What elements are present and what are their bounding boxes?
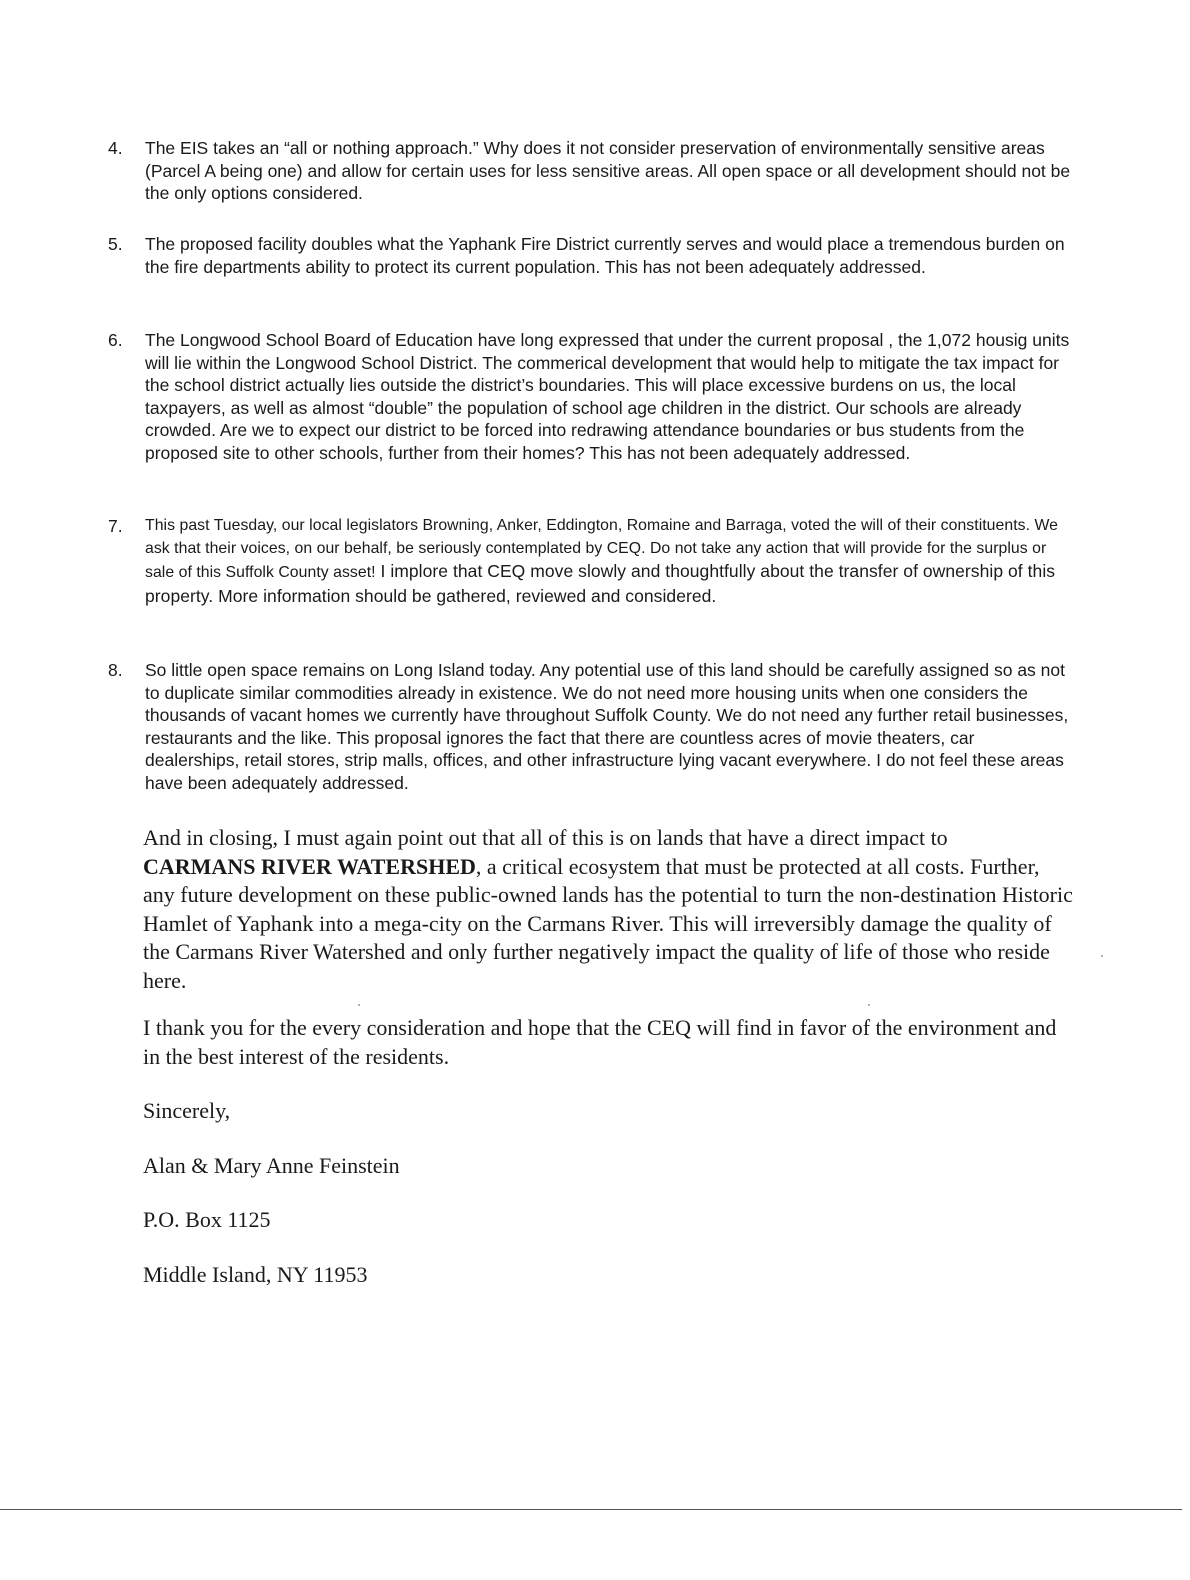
list-number: 4. [108, 138, 123, 158]
list-number: 8. [108, 660, 123, 680]
list-number: 5. [108, 234, 123, 254]
closing-rest: , a critical ecosystem that must be protected at all costs. Further, any future development on these public-owned lands has the potential to turn the non-destination Historic Hamlet of Yaphank into a mega-city on the Carmans River. This will irreversibly damage the quality of the Carmans River Watershed and only further negatively impact the quality of life of those who reside here. [143, 853, 1073, 993]
list-text [145, 515, 1071, 609]
list-text-part-a: This past Tuesday, our local legislators Browning, Anker, Eddington, Romaine and Barraga, voted the will of their constituents. We ask that their voices, on our behalf, be seriously contemplated by CEQ. Do not take any action that will provide for the surplus or sale of this Suffolk County asset! [145, 517, 1058, 581]
scan-speck [1101, 955, 1103, 957]
list-text: The proposed facility doubles what the Yaphank Fire District currently serves and would place a tremendous burden on the fire departments ability to protect its current population. This has not been adequately addressed. [145, 234, 1065, 277]
thanks-paragraph: I thank you for the every consideration and hope that the CEQ will find in favor of the environment and in the best interest of the residents. [143, 1015, 1057, 1069]
scan-speck [358, 1004, 360, 1006]
list-text: The EIS takes an “all or nothing approach.” Why does it not consider preservation of environmentally sensitive areas (Parcel A being one) and allow for certain uses for less sensitive areas. All open space or all development should not be the only options considered. [145, 138, 1071, 203]
list-number: 6. [108, 330, 123, 350]
closing-emphasis: CARMANS RIVER WATERSHED [143, 853, 476, 879]
closing-paragraph [143, 824, 1073, 995]
signoff: Sincerely, [143, 1098, 231, 1123]
list-number: 7. [108, 516, 123, 536]
list-text-part-b: I implore that CEQ move slowly and thoughtfully about the transfer of ownership of this property. More information should be gathered, reviewed and considered. [145, 561, 1056, 606]
signature-po-box: P.O. Box 1125 [143, 1207, 271, 1232]
signature-names: Alan & Mary Anne Feinstein [143, 1153, 400, 1178]
signature-city: Middle Island, NY 11953 [143, 1262, 368, 1287]
closing-intro: And in closing, I must again point out that all of this is on lands that have a direct impact to [143, 825, 948, 850]
list-text: The Longwood School Board of Education have long expressed that under the current proposal , the 1,072 housig units will lie within the Longwood School District. The commerical development that would help to mitigate the tax impact for the school district actually lies outside the district’s boundaries. This will place excessive burdens on us, the local taxpayers, as well as almost “double” the population of school age children in the district. Our schools are already crowded. Are we to expect our district to be forced into redrawing attendance boundaries or bus students from the proposed site to other schools, further from their homes? This has not been adequately addressed. [145, 330, 1070, 463]
footer-rule [0, 1509, 1182, 1510]
scan-speck [868, 1004, 870, 1006]
list-text: So little open space remains on Long Island today. Any potential use of this land should be carefully assigned so as not to duplicate similar commodities already in existence. We do not need more housing units when one considers the thousands of vacant homes we currently have throughout Suffolk County. We do not need any further retail businesses, restaurants and the like. This proposal ignores the fact that there are countless acres of movie theaters, car dealerships, retail stores, strip malls, offices, and other infrastructure lying vacant everywhere. I do not feel these areas have been adequately addressed. [145, 660, 1069, 793]
